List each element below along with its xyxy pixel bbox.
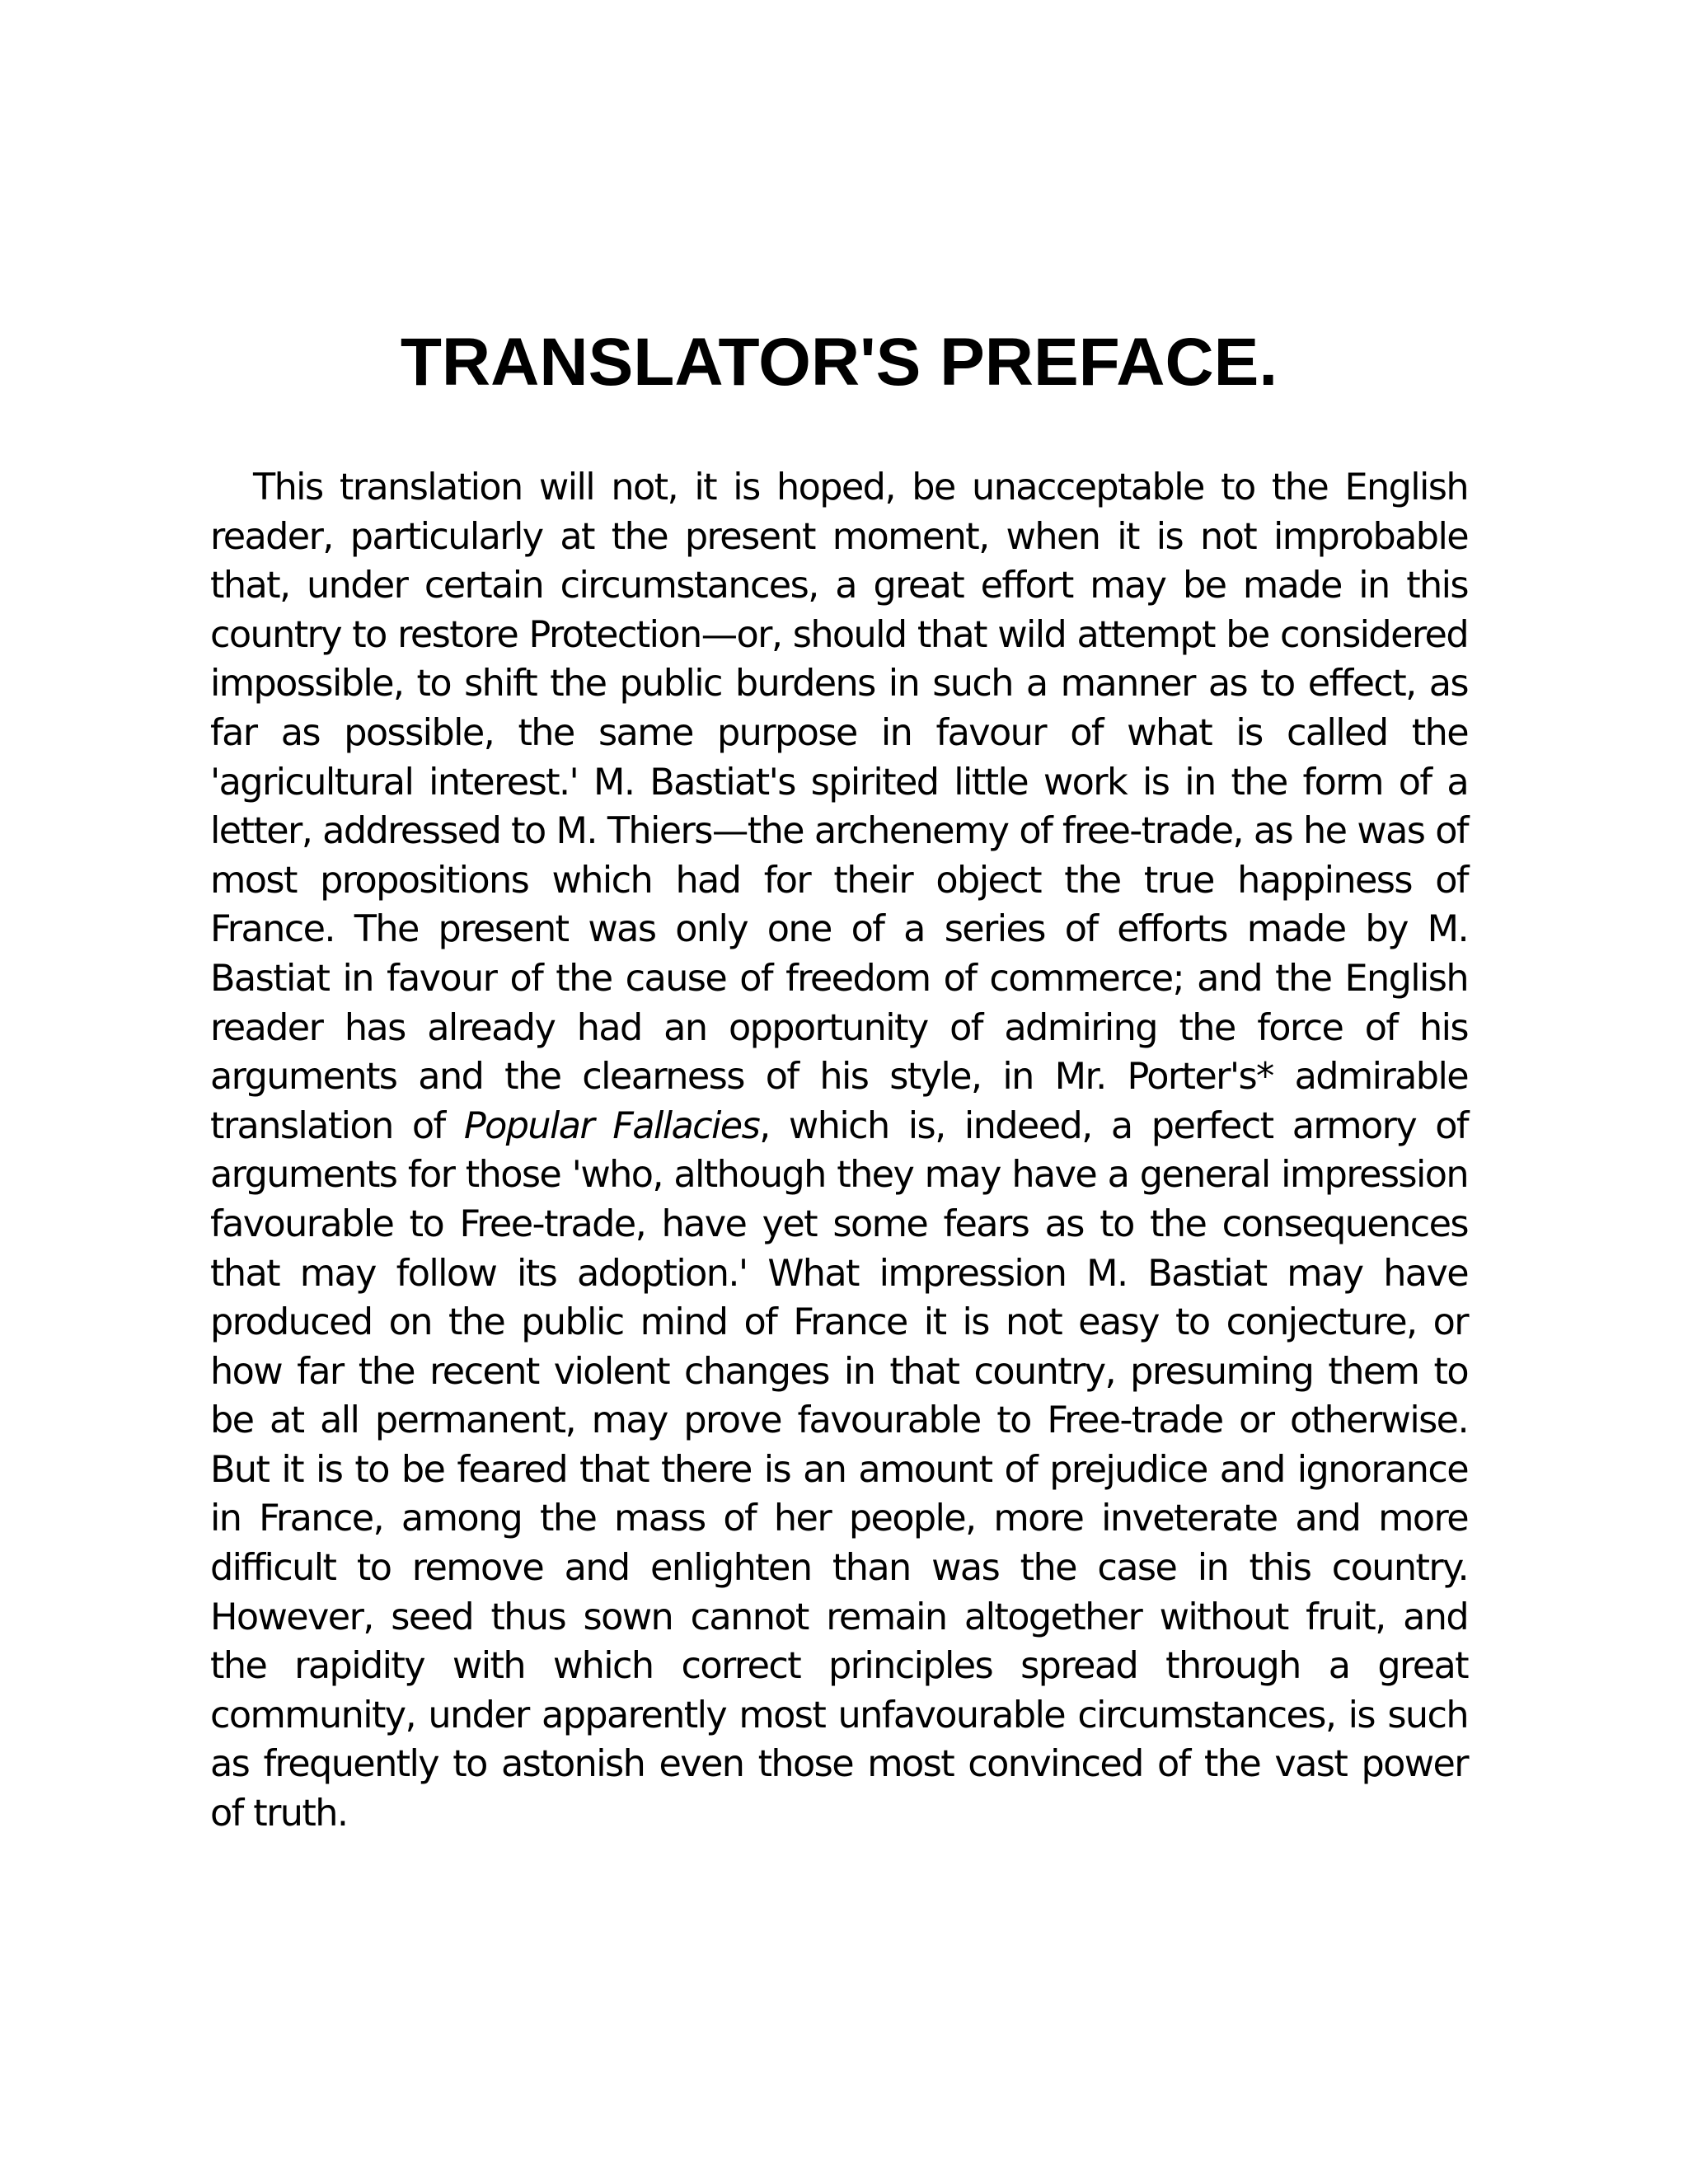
preface-paragraph [210, 463, 1468, 1839]
document-page [210, 0, 1468, 2184]
book-title-popular-fallacies: Popular Fallacies [463, 1104, 760, 1147]
paragraph-text-part1: This translation will not, it is hoped, be unacceptable to the English reader, particularly at the present moment, when it is not improbable that, under certain circumstances, a great effort may be made in this country to restore Protection—or, should that wild attempt be considered impossible, to shift the public burdens in such a manner as to effect, as far as possible, the same purpose in favour of what is called the 'agricultural interest.' M. Bastiat's spirited little work is in the form of a letter, addressed to M. Thiers—the archenemy of free-trade, as he was of most propositions which had for their object the true happiness of France. The present was only one of a series of efforts made by M. Bastiat in favour of the cause of freedom of commerce; and the English reader has already had an opportunity of admiring the force of his arguments and the clearness of his style, in Mr. Porter's* admirable translation of [210, 466, 1468, 1147]
page-title: TRANSLATOR'S PREFACE. [400, 325, 1278, 400]
paragraph-text-part2: , which is, indeed, a perfect armory of arguments for those 'who, although they may have a general impression favourable to Free-trade, have yet some fears as to the consequences that may follow its adoption.' What impression M. Bastiat may have produced on the public mind of France it is not easy to conjecture, or how far the recent violent changes in that country, presuming them to be at all permanent, may prove favourable to Free-trade or otherwise. But it is to be feared that there is an amount of prejudice and ignorance in France, among the mass of her people, more inveterate and more difficult to remove and enlighten than was the case in this country. However, seed thus sown cannot remain altogether without fruit, and the rapidity with which correct principles spread through a great community, under apparently most unfavourable circumstances, is such as frequently to astonish even those most convinced of the vast power of truth. [210, 1104, 1469, 1835]
